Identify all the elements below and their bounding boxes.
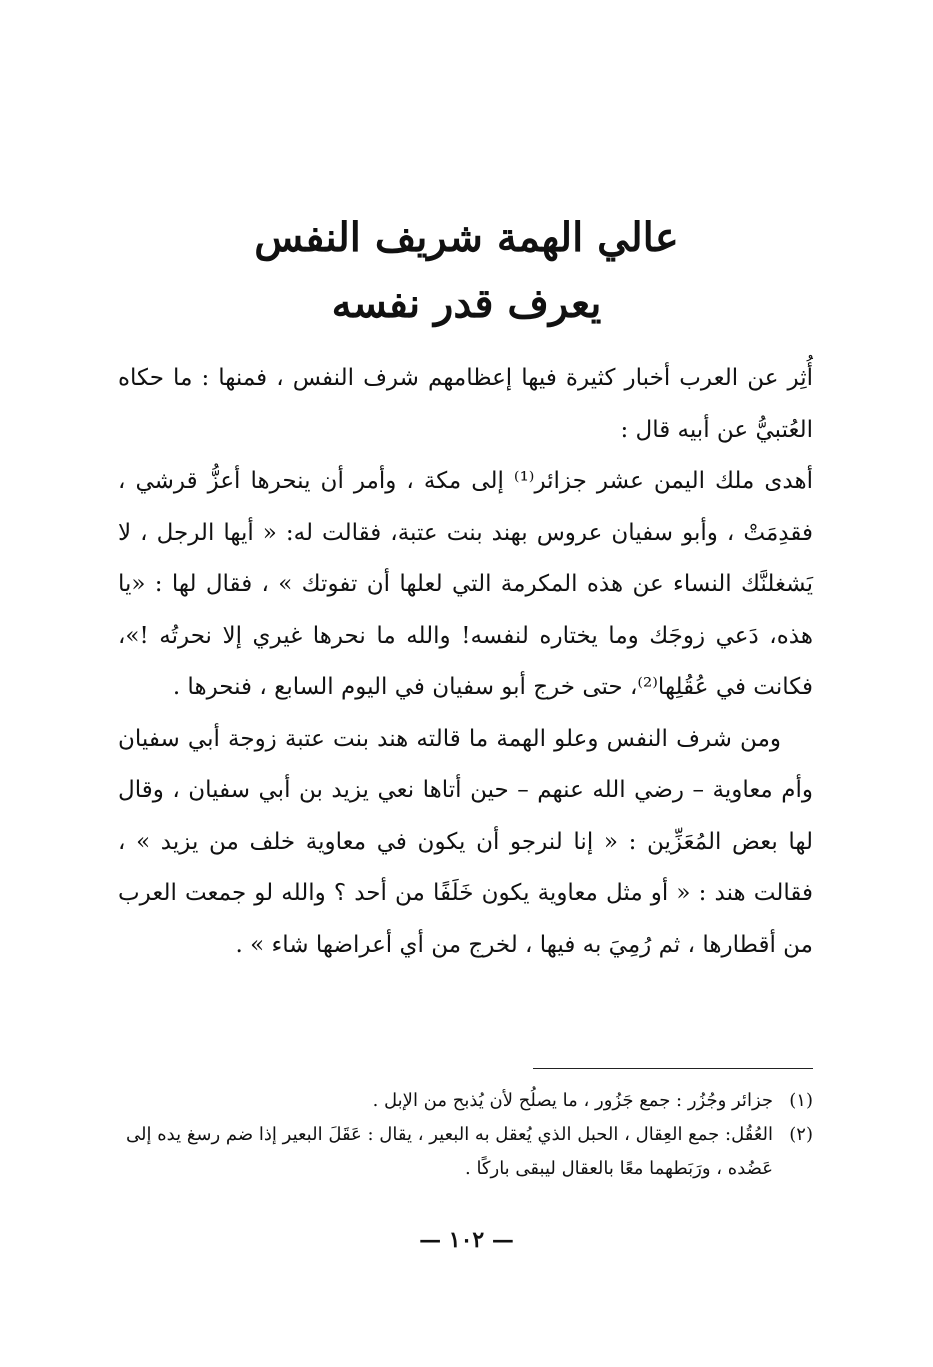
footnote-number: (٢) bbox=[789, 1124, 813, 1145]
footnotes bbox=[118, 1084, 813, 1186]
body-text bbox=[118, 353, 813, 971]
footnote-text: العُقُل: جمع العِقال ، الحبل الذي يُعقل به البعير ، يقال : عَقَلَ البعير إذا ضم رسغ يده إلى عَضُده ، ورَبَطهما معًا بالعقال ليبقى باركًا . bbox=[126, 1124, 773, 1179]
footnote-number: (١) bbox=[789, 1090, 813, 1111]
footnote-text: جزائر وجُزُر : جمع جَزُور ، ما يصلُح لأن يُذبح من الإبل . bbox=[372, 1090, 773, 1111]
page-number: — ١٠٢ — bbox=[419, 1227, 514, 1253]
paragraph-intro: أُثِر عن العرب أخبار كثيرة فيها إعظامهم شرف النفس ، فمنها : ما حكاه العُتبيُّ عن أبيه قال : bbox=[118, 365, 813, 443]
chapter-title bbox=[120, 205, 813, 337]
footnote-separator bbox=[533, 1068, 813, 1069]
footnote bbox=[118, 1118, 813, 1186]
paragraph-story: أهدى ملك اليمن عشر جزائر⁽¹⁾ إلى مكة ، وأمر أن ينحرها أعزُّ قرشي ، فقدِمَتْ ، وأبو سفيان عروس بهند بنت عتبة، فقالت له: « أيها الرجل ، لا يَشغلنَّك النساء عن هذه المكرمة التي لعلها أن تفوتك » ، فقال لها : «يا هذه، دَعي زوجَك وما يختاره لنفسه! والله ما نحرها غيري إلا نحرتُه !»، فكانت في عُقُلِها⁽²⁾، حتى خرج أبو سفيان في اليوم السابع ، فنحرها . bbox=[118, 468, 814, 700]
chapter-title-line-1: عالي الهمة شريف النفس bbox=[254, 214, 679, 261]
footnote bbox=[118, 1084, 813, 1118]
chapter-title-line-2: يعرف قدر نفسه bbox=[331, 280, 602, 327]
paragraph-hind: ومن شرف النفس وعلو الهمة ما قالته هند بنت عتبة زوجة أبي سفيان وأم معاوية – رضي الله عنهم – حين أتاها نعي يزيد بن أبي سفيان ، وقال لها بعض المُعَزِّين : « إنا لنرجو أن يكون في معاوية خلف من يزيد » ، فقالت هند : « أو مثل معاوية يكون خَلَفًا من أحد ؟ والله لو جمعت العرب من أقطارها ، ثم رُمِيَ به فيها ، لخرج من أي أعراضها شاء » . bbox=[118, 725, 813, 958]
